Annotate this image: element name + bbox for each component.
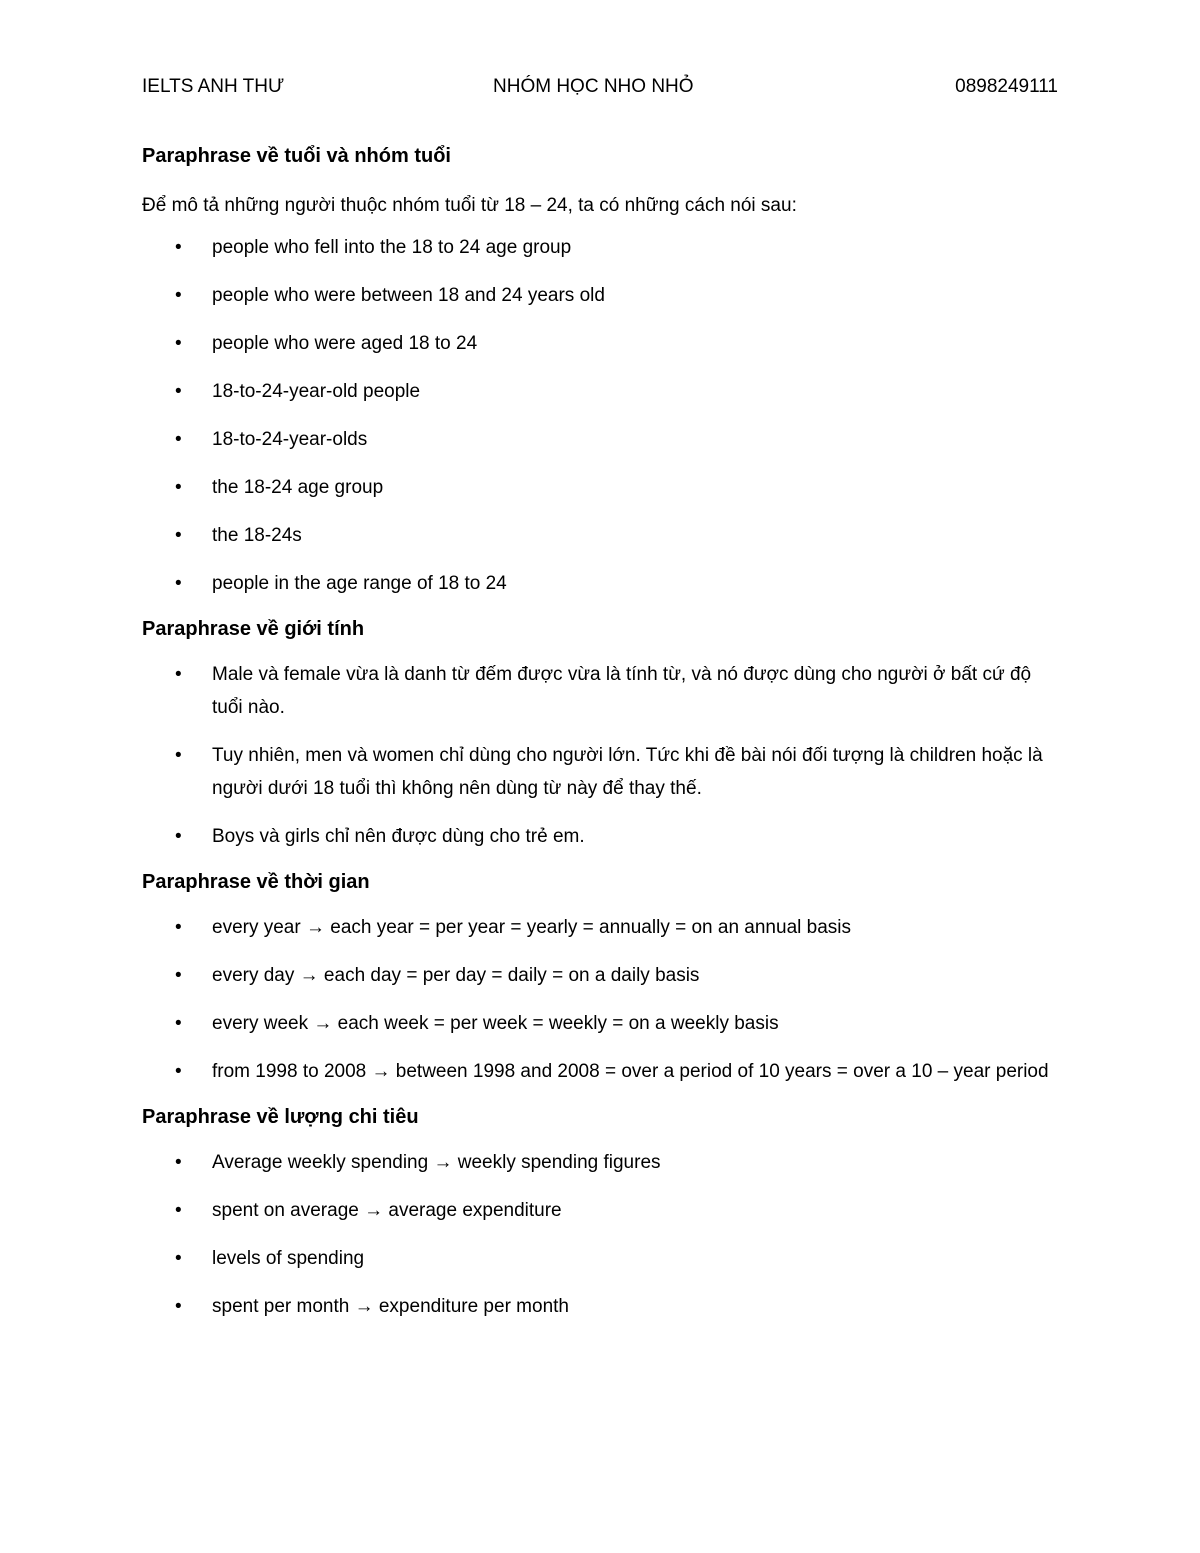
list-item: • the 18-24 age group: [142, 471, 1058, 504]
list-item: • 18-to-24-year-olds: [142, 423, 1058, 456]
list-item: • Tuy nhiên, men và women chỉ dùng cho người lớn. Tức khi đề bài nói đối tượng là children hoặc là người dưới 18 tuổi thì không nên dùng từ này để thay thế.: [142, 739, 1058, 805]
list-item: • levels of spending: [142, 1242, 1058, 1275]
page-header: [142, 74, 1058, 100]
list-gender: [142, 658, 1058, 853]
list-age: [142, 231, 1058, 600]
section-intro-age: Để mô tả những người thuộc nhóm tuổi từ 18 – 24, ta có những cách nói sau:: [142, 195, 797, 216]
list-item: • people who were between 18 and 24 years old: [142, 279, 1058, 312]
section-heading-spending: Paraphrase về lượng chi tiêu: [142, 1106, 419, 1128]
document-body: [142, 142, 1058, 1323]
list-item: • Boys và girls chỉ nên được dùng cho trẻ em.: [142, 820, 1058, 853]
list-item: • people who were aged 18 to 24: [142, 327, 1058, 360]
list-item: • every day → each day = per day = daily = on a daily basis: [142, 959, 1058, 992]
list-spending: [142, 1146, 1058, 1323]
list-item: • people who fell into the 18 to 24 age group: [142, 231, 1058, 264]
list-item: • people in the age range of 18 to 24: [142, 567, 1058, 600]
list-item: • Average weekly spending → weekly spending figures: [142, 1146, 1058, 1179]
section-heading-age: Paraphrase về tuổi và nhóm tuổi: [142, 145, 451, 167]
list-item: • 18-to-24-year-old people: [142, 375, 1058, 408]
section-heading-gender: Paraphrase về giới tính: [142, 618, 365, 640]
list-time: [142, 911, 1058, 1088]
list-item: • from 1998 to 2008 → between 1998 and 2008 = over a period of 10 years = over a 10 – year period: [142, 1055, 1058, 1088]
list-item: • every year → each year = per year = yearly = annually = on an annual basis: [142, 911, 1058, 944]
list-item: • every week → each week = per week = weekly = on a weekly basis: [142, 1007, 1058, 1040]
list-item: • spent on average → average expenditure: [142, 1194, 1058, 1227]
list-item: • Male và female vừa là danh từ đếm được vừa là tính từ, và nó được dùng cho người ở bất cứ độ tuổi nào.: [142, 658, 1058, 724]
list-item: • the 18-24s: [142, 519, 1058, 552]
header-center: NHÓM HỌC NHO NHỎ: [493, 76, 694, 97]
list-item: • spent per month → expenditure per month: [142, 1290, 1058, 1323]
header-left: IELTS ANH THƯ: [142, 76, 285, 97]
header-right: 0898249111: [955, 76, 1058, 97]
section-heading-time: Paraphrase về thời gian: [142, 871, 370, 893]
